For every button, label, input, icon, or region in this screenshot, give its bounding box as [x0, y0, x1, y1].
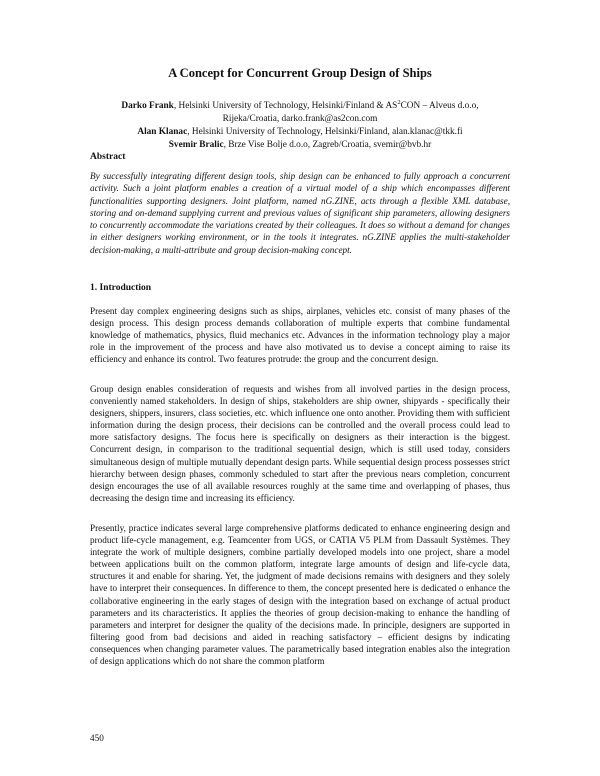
- affiliation-superscript: 2: [397, 99, 401, 106]
- abstract-text: By successfully integrating different design tools, ship design can be enhanced to fully approach a concurrent activity. Such a joint platform enables a creation of a virtual model of a ship which encompasses different functionalities supporting designers. Joint platform, named nG.ZINE, acts through a flexible XML database, storing and on-demand supplying current and previous values of significant ship parameters, allowing designers to concurrently accommodate the variations created by their colleagues. It does so without a demand for changes in either designers working environment, or in the tools it integrates. nG.ZINE applies the multi-stakeholder decision-making, a multi-attribute and group decision-making concept.: [90, 171, 510, 255]
- author-line-2: Rijeka/Croatia, darko.frank@as2con.com: [222, 114, 378, 125]
- author-line-3: [60, 126, 540, 139]
- paper-title: A Concept for Concurrent Group Design of Ships: [168, 66, 432, 80]
- author-affiliation-cont: CON – Alveus d.o.o,: [400, 101, 479, 112]
- body-paragraph: Present day complex engineering designs such as ships, airplanes, vehicles etc. consist of many phases of the design process. This design process demands collaboration of multiple experts that combine fundamental knowledge of mathematics, physics, fluid mechanics etc. Advances in the information technology play a major role in the improvement of the process and have also motivated us to devise a concept aiming to raise its efficiency and enhance its control. Two features protrude: the group and the concurrent design.: [90, 306, 510, 365]
- body-paragraph: Group design enables consideration of requests and wishes from all involved parties in the design process, conveniently named stakeholders. In design of ships, stakeholders are ship owner, shipyards - specifically their designers, shippers, insurers, class societies, etc. which influence one onto another. Providing them with sufficient information during the design process, their decisions can be controlled and the overall process could lead to more satisfactory designs. The focus here is specifically on designers as their interaction is the biggest. Concurrent design, in comparison to the traditional sequential design, which is still used today, considers simultaneous design of multiple mutually dependant design parts. While sequential design process possesses strict hierarchy between design phases, commonly scheduled to start after the previous nears completion, concurrent design encourages the use of all available resources roughly at the same time and overlapping of phases, thus decreasing the design time and increasing its efficiency.: [90, 384, 510, 503]
- author-name: Svemir Bralic: [168, 140, 224, 151]
- author-line-4: [60, 139, 540, 152]
- author-line-1: [60, 96, 540, 113]
- author-name: Alan Klanac: [137, 127, 188, 138]
- body-paragraph: Presently, practice indicates several large comprehensive platforms dedicated to enhance engineering design and product life-cycle management, e.g. Teamcenter from UGS, or CATIA V5 PLM from Dassault Systèmes. They integrate the work of multiple designers, combine partially developed models into one project, share a model between applications built on the common platform, integrate large amounts of design and life-cycle data, structures it and enable for sharing. Yet, the judgment of made decisions remains with designers and they solely have to interpret their consequences. In difference to them, the concept presented here is dedicated o enhance the collaborative engineering in the early stages of design with the integration based on exchange of actual product parameters and its characteristics. It applies the theories of group decision-making to enhance the handling of parameters and interpret for designer the quality of the decisions made. In principle, designers are supported in filtering good from bad decisions and aided in reaching satisfactory – efficient designs by indicating consequences when changing parameter values. The parametrically based integration enables also the integration of design applications which do not share the common platform: [90, 523, 510, 667]
- author-affiliation: , Helsinki University of Technology, Helsinki/Finland, alan.klanac@tkk.fi: [187, 127, 463, 138]
- author-affiliation: , Helsinki University of Technology, Helsinki/Finland & AS: [173, 101, 398, 112]
- author-name: Darko Frank: [121, 101, 174, 112]
- page-number: 450: [90, 733, 104, 743]
- author-block: [60, 96, 540, 152]
- abstract-heading: Abstract: [90, 152, 126, 162]
- author-affiliation: , Brze Vise Bolje d.o.o, Zagreb/Croatia, svemir@bvb.hr: [223, 140, 432, 151]
- introduction-heading: 1. Introduction: [90, 283, 152, 293]
